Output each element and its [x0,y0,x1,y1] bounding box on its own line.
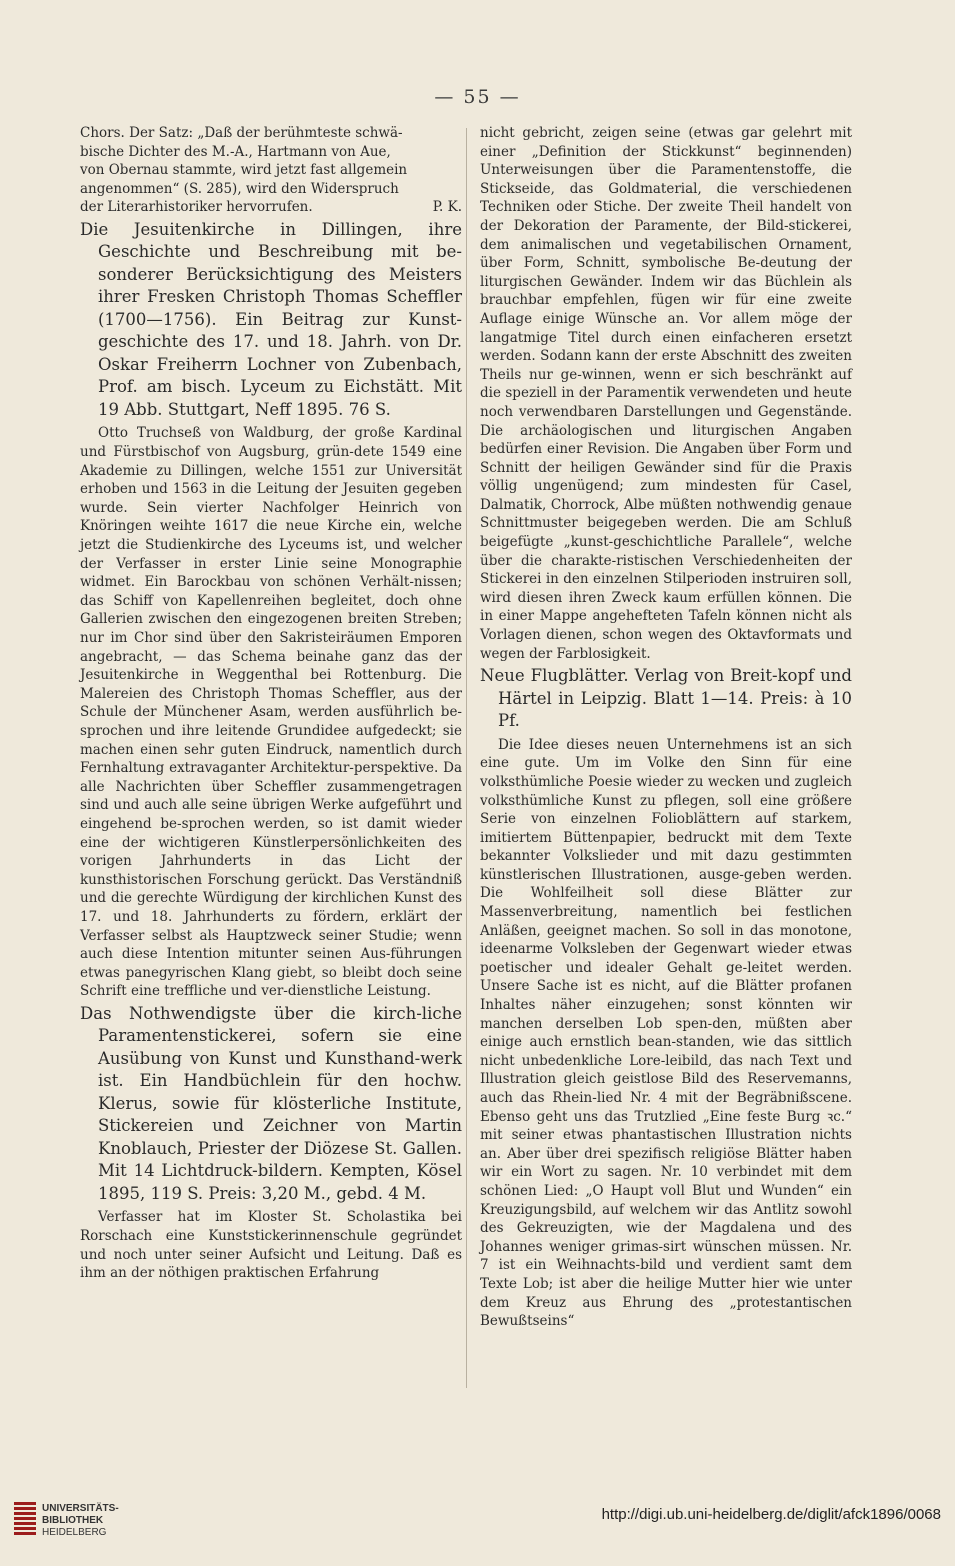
intro-line: bische Dichter des M.-A., Hartmann von Aue, [80,143,391,160]
entry-heading-paramentenstickerei: Das Nothwendigste über die kirch-liche Paramentenstickerei, sofern sie eine Ausübung von Kunst und Kunsthand-werk ist. Ein Handbüchlein für den hochw. Klerus, sowie für klösterliche Institute, Stickereien und Zeichner von Martin Knoblauch, Priester der Diözese St. Gallen. Mit 14 Lichtdruck-bildern. Kempten, Kösel 1895, 119 S. Preis: 3,20 M., gebd. 4 M. [80,1003,462,1203]
entry-body-paramentenstickerei-start: Verfasser hat im Kloster St. Scholastika bei Rorschach eine Kunststickerinnenschule gegründet und noch unter seiner Aufsicht und Leitung. Daß es ihm an der nöthigen praktischen Erfahrung [80,1209,462,1282]
library-emblem-icon [10,1500,40,1558]
left-column [80,124,462,1283]
page-number: — 55 — [434,86,521,108]
library-name [42,1503,119,1539]
logo-line: BIBLIOTHEK [42,1515,104,1526]
logo-line: UNIVERSITÄTS- [42,1503,119,1514]
intro-line-last: der Literarhistoriker hervorrufen. [80,199,313,216]
intro-line [80,198,462,217]
intro-line: Chors. Der Satz: „Daß der berühmteste schwä- [80,125,403,141]
entry-body-flugblaetter: Die Idee dieses neuen Unternehmens ist an sich eine gute. Um im Volke den Sinn für eine volksthümliche Poesie wieder zu wecken und zugleich volksthümliche Kunst zu pflegen, soll eine größere Serie von einzelnen Folioblättern auf starkem, imitiertem Büttenpapier, bedruckt mit dem Texte bekannter Volkslieder und mit dazu gestimmten künstlerischen Illustrationen, ausge-geben werden. Die Wohlfeilheit soll diese Blätter zur Massenverbreitung, namentlich bei festlichen Anläßen, geeignet machen. So soll in das monotone, ideenarme Volksleben der Gegenwart wieder etwas poetischer und idealer Gehalt ge-leitet werden. Unsere Sache ist es nicht, auf die Blätter profanen Inhaltes näher einzugehen; sonst könnten wir manchen derselben Lob spen-den, müßten aber einige auch ernstlich bean-standen, wie das sittlich nicht unbedenkliche Lore-leibild, das nach Text und Illustration gleich geistlose Bild des Reservemanns, auch das Rhein-lied Nr. 4 mit der Begräbnißscene. Ebenso geht uns das Trutzlied „Eine feste Burg ꝛc.“ mit seiner etwas phantastischen Illustration nichts an. Aber über drei spezifisch religiöse Blätter haben wir ein Wort zu sagen. Nr. 10 verbindet mit dem schönen Lied: „O Haupt voll Blut und Wunden“ ein Kreuzigungsbild, auf welchem wir das Antlitz sowohl des Gekreuzigten, wie der Magdalena und des Johannes weniger grimas-sirt wünschen müssen. Nr. 7 ist ein Weihnachts-bild und verdient samt dem Texte Lob; ist aber die heilige Mutter hier wie unter dem Kreuz aus Ehrung des „protestantischen Bewußtseins“ [480,736,852,1330]
column-divider [466,128,467,1388]
logo-line: HEIDELBERG [42,1527,107,1538]
entry-body-paramentenstickerei-cont: nicht gebricht, zeigen seine (etwas gar gelehrt mit einer „Definition der Stickkunst“ beginnenden) Unterweisungen über die Paramentenstoffe, die Stickseide, das Goldmaterial, die verschiedenen Techniken oder Stiche. Der zweite Theil handelt von der Dekoration der Paramente, der Bild-stickerei, dem animalischen und vegetabilischen Ornament, über Form, Schnitt, symbolische Be-deutung der liturgischen Gewänder. Indem wir das Büchlein als brauchbar empfehlen, fügen wir für eine zweite Auflage einige Wünsche an. Vor allem möge der langatmige Titel durch einen einfacheren ersetzt werden. Sodann kann der erste Abschnitt des zweiten Theils nur ge-winnen, wenn er sich beschränkt auf die speziell in der Paramentik verwendeten und heute noch verwendbaren Darstellungen und Gegenstände. Die archäologischen und liturgischen Angaben bedürfen einer Revision. Die Angaben über Form und Schnitt der heiligen Gewänder sind für die Praxis völlig ungenügend; zum mindesten für Casel, Dalmatik, Chorrock, Albe müßten nothwendig genaue Schnittmuster beigegeben werden. Die am Schluß beigefügte „kunst-geschichtliche Parallele“, welche über die charakte-ristischen Verschiedenheiten der Stickerei in den einzelnen Stilperioden instruiren soll, wird diesen ihren Zweck kaum erfüllen können. Die in einer Mappe angehefteten Tafeln können nicht als Vorlagen dienen, schon wegen des Oktavformats und wegen der Farblosigkeit. [480,125,852,662]
entry-heading-jesuitenkirche: Die Jesuitenkirche in Dillingen, ihre Geschichte und Beschreibung mit be-sonderer Berücksichtigung des Meisters ihrer Fresken Christoph Thomas Scheffler (1700—1756). Ein Beitrag zur Kunst-geschichte des 17. und 18. Jahrh. von Dr. Oskar Freiherrn Lochner von Zubenbach, Prof. am bisch. Lyceum zu Eichstätt. Mit 19 Abb. Stuttgart, Neff 1895. 76 S. [80,219,462,419]
review-signature: P. K. [432,199,462,216]
source-url-link[interactable]: http://digi.ub.uni-heidelberg.de/diglit/afck1896/0068 [601,1506,941,1523]
entry-body-jesuitenkirche: Otto Truchseß von Waldburg, der große Kardinal und Fürstbischof von Augsburg, grün-dete 1549 eine Akademie zu Dillingen, welche 1551 zur Universität erhoben und 1563 in die Leitung der Jesuiten gegeben wurde. Sein vierter Nachfolger Heinrich von Knöringen weihte 1617 die neue Kirche ein, welche jetzt die Studienkirche des Lyceums ist, und welcher der Verfasser in erster Linie seine Monographie widmet. Ein Barockbau von schönen Verhält-nissen; das Schiff von Kapellenreihen begleitet, doch ohne Gallerien zwischen den eingezogenen breiten Streben; nur im Chor sind über den Sakristeiräumen Emporen angebracht, — das Schema beinahe ganz das der Jesuitenkirche in Weggenthal bei Rottenburg. Die Malereien des Christoph Thomas Scheffler, aus der Schule der Münchener Asam, werden ausführlich be-sprochen und ihre leitende Grundidee aufgedeckt; sie machen einen sehr guten Eindruck, namentlich durch Fernhaltung extravaganter Architektur-perspektive. Da alle Nachrichten über Scheffler zusammengetragen sind und auch alle seine übrigen Werke aufgeführt und eingehend be-sprochen werden, so ist damit wieder eine der wichtigeren Künstlerpersönlichkeiten des vorigen Jahrhunderts in das Licht der kunsthistorischen Forschung gerückt. Das Verständniß und die gerechte Würdigung der kirchlichen Kunst des 17. und 18. Jahrhunderts zu fördern, erklärt der Verfasser selbst als Hauptzweck seiner Studie; wenn auch diese Intention mitunter seinen Aus-führungen etwas panegyrischen Klang giebt, so bleibt doch seine Schrift eine treffliche und ver-dienstliche Leistung. [80,425,462,1000]
library-logo [10,1500,130,1560]
right-column [480,124,852,1331]
intro-line: angenommen“ (S. 285), wird den Widerspruch [80,180,399,197]
intro-line: von Obernau stammte, wird jetzt fast allgemein [80,162,408,179]
entry-heading-flugblaetter: Neue Flugblätter. Verlag von Breit-kopf und Härtel in Leipzig. Blatt 1—14. Preis: à 10 Pf. [480,666,852,731]
